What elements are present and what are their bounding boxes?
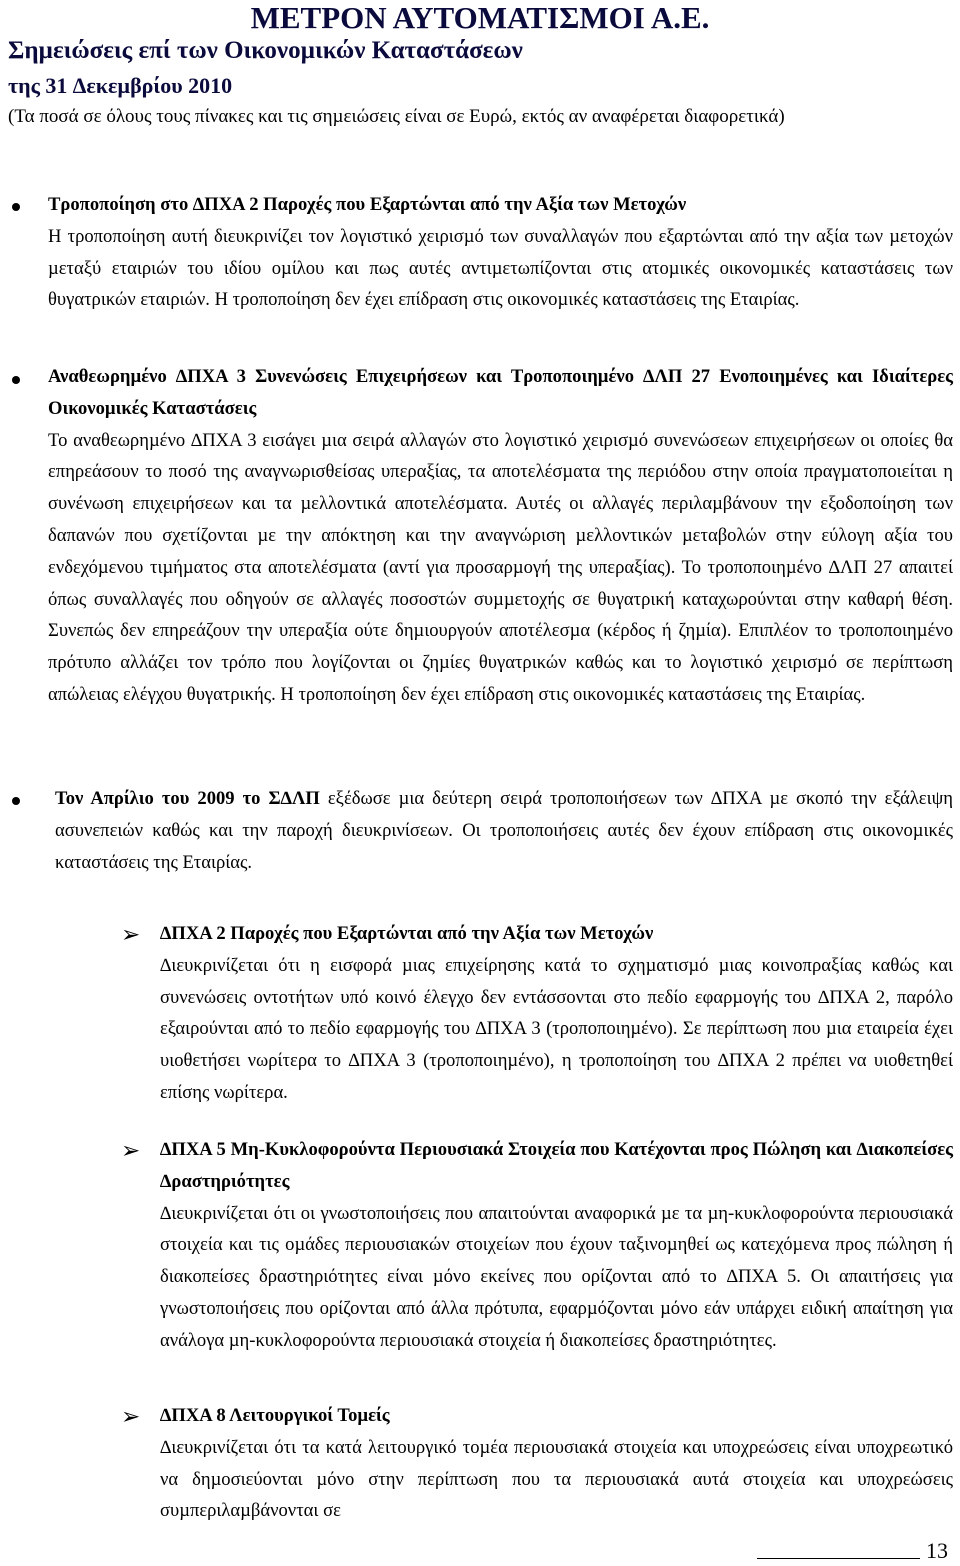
item-ifrs2	[160, 918, 953, 1109]
bullet-body: Το αναθεωρηµένο ∆ΠΧΑ 3 εισάγει µια σειρά αλλαγών στο λογιστικό χειρισµό συνενώσεων επιχειρήσεων οι οποίες θα επηρεάσουν το ποσό της αναγνωρισθείσας υπεραξίας, τα αποτελέσµατα της περιόδου στην οποία πραγµατοποιείται η συνένωση επιχειρήσεων και τα µελλοντικά αποτελέσµατα. Αυτές οι αλλαγές περιλαµβάνουν την εξοδοποίηση των δαπανών που σχετίζονται µε την απόκτηση και την αναγνώριση µελλοντικών µεταβολών στην εύλογη αξία του ενδεχόµενου τιµήµατος στα αποτελέσµατα (αντί για προσαρµογή της υπεραξίας). Το τροποποιηµένο ∆ΛΠ 27 απαιτεί όπως συναλλαγές που οδηγούν σε αλλαγές ποσοστών συµµετοχής σε θυγατρική καταχωρούνται στην καθαρή θέση. Συνεπώς δεν επηρεάζουν την υπεραξία ούτε δηµιουργούν αποτέλεσµα (κέρδος ή ζηµία). Επιπλέον το τροποποιηµένο πρότυπο αλλάζει τον τρόπο που λογίζονται οι ζηµίες θυγατρικών καθώς και το λογιστικό χειρισµό σε περίπτωση απώλειας ελέγχου θυγατρικής. Η τροποποίηση δεν έχει επίδραση στις οικονοµικές καταστάσεις της Εταιρίας.	[48, 429, 953, 705]
bullet-body: εξέδωσε µια δεύτερη σειρά τροποποιήσεων των ∆ΠΧΑ µε σκοπό την εξάλειψη ασυνεπειών καθώς και την παροχή διευκρινίσεων. Οι τροποποιήσεις αυτές δεν έχουν επίδραση στις οικονοµικές καταστάσεις της Εταιρίας.	[55, 788, 953, 873]
bullet-lead: Τον Απρίλιο του 2009 το Σ∆ΛΠ	[55, 788, 320, 809]
bullet-body: Η τροποποίηση αυτή διευκρινίζει τον λογιστικό χειρισµό των συναλλαγών που εξαρτώνται από την αξία των µετοχών µεταξύ εταιριών του ιδίου οµίλου και πως αυτές αντιµετωπίζονται στις ατοµικές οικονοµικές καταστάσεις των θυγατρικών εταιριών. Η τροποποίηση δεν έχει επίδραση στις οικονοµικές καταστάσεις της Εταιρίας.	[48, 225, 953, 311]
bullet-marker	[12, 203, 20, 211]
item-title: ∆ΠΧΑ 2 Παροχές που Εξαρτώνται από την Αξία των Μετοχών	[160, 923, 654, 944]
bullet-title: Αναθεωρηµένο ∆ΠΧΑ 3 Συνενώσεις Επιχειρήσεων και Τροποποιηµένο ∆ΛΠ 27 Ενοποιηµένες και Ιδιαίτερες Οικονοµικές Καταστάσεις	[48, 366, 953, 419]
item-body: ∆ιευκρινίζεται ότι η εισφορά µιας επιχείρησης κατά το σχηµατισµό µιας κοινοπραξίας καθώς και συνενώσεις οντοτήτων υπό κοινό έλεγχο δεν εντάσσονται στο πεδίο εφαρµογής του ∆ΠΧΑ 2, παρόλο εξαιρούνται από το πεδίο εφαρµογής του ∆ΠΧΑ 3 (τροποποιηµένο). Σε περίπτωση που µια εταιρεία έχει υιοθετήσει νωρίτερα το ∆ΠΧΑ 3 (τροποποιηµένο), η τροποποίηση του ∆ΠΧΑ 2 πρέπει να υιοθετηθεί επίσης νωρίτερα.	[160, 954, 953, 1103]
page-number: 13	[926, 1538, 948, 1563]
notes-title: Σηµειώσεις επί των Οικονοµικών Καταστάσεων	[8, 37, 523, 64]
item-body: ∆ιευκρινίζεται ότι τα κατά λειτουργικό τοµέα περιουσιακά στοιχεία και υποχρεώσεις είναι υποχρεωτικό να δηµοσιεύονται µόνο στην περίπτωση που τα περιουσιακά αυτά στοιχεία και υποχρεώσεις συµπεριλαµβάνονται σε	[160, 1436, 953, 1522]
company-name: ΜΕΤΡΟΝ ΑΥΤΟΜΑΤΙΣΜΟΙ Α.Ε.	[250, 0, 710, 35]
bullet-april-2009	[55, 783, 953, 878]
arrow-bullet-icon: ➢	[121, 922, 141, 948]
notes-date: της 31 ∆εκεµβρίου 2010	[8, 73, 233, 98]
item-title: ∆ΠΧΑ 8 Λειτουργικοί Τοµείς	[160, 1405, 390, 1426]
item-body: ∆ιευκρινίζεται ότι οι γνωστοποιήσεις που απαιτούνται αναφορικά µε τα µη-κυκλοφορούντα περιουσιακά στοιχεία και τις οµάδες περιουσιακών στοιχείων που έχουν ταξινοµηθεί ως κατεχόµενα προς πώληση ή διακοπείσες δραστηριότητες είναι µόνο εκείνες που ορίζονται από το ∆ΠΧΑ 5. Οι απαιτήσεις για γνωστοποιήσεις που ορίζονται από άλλα πρότυπα, εφαρµόζονται µόνο εάν υπάρχει ειδική απαίτηση για ανάλογα µη-κυκλοφορούντα περιουσιακά στοιχεία ή διακοπείσες δραστηριότητες.	[160, 1202, 953, 1351]
currency-note: (Τα ποσά σε όλους τους πίνακες και τις σηµειώσεις είναι σε Ευρώ, εκτός αν αναφέρεται διαφορετικά)	[8, 106, 785, 127]
arrow-bullet-icon: ➢	[121, 1138, 141, 1164]
bullet-title: Τροποποίηση στο ∆ΠΧΑ 2 Παροχές που Εξαρτώνται από την Αξία των Μετοχών	[48, 194, 687, 215]
item-title: ∆ΠΧΑ 5 Μη-Κυκλοφορούντα Περιουσιακά Στοιχεία που Κατέχονται προς Πώληση και ∆ιακοπείσες ∆ραστηριότητες	[160, 1139, 953, 1192]
bullet-marker	[12, 797, 20, 805]
bullet-ifrs2-amendment	[48, 189, 953, 316]
bullet-ifrs3-ias27	[48, 361, 953, 711]
bullet-marker	[12, 376, 20, 384]
arrow-bullet-icon: ➢	[121, 1404, 141, 1430]
item-ifrs8	[160, 1400, 953, 1527]
footer-rule	[757, 1558, 920, 1559]
item-ifrs5	[160, 1134, 953, 1357]
